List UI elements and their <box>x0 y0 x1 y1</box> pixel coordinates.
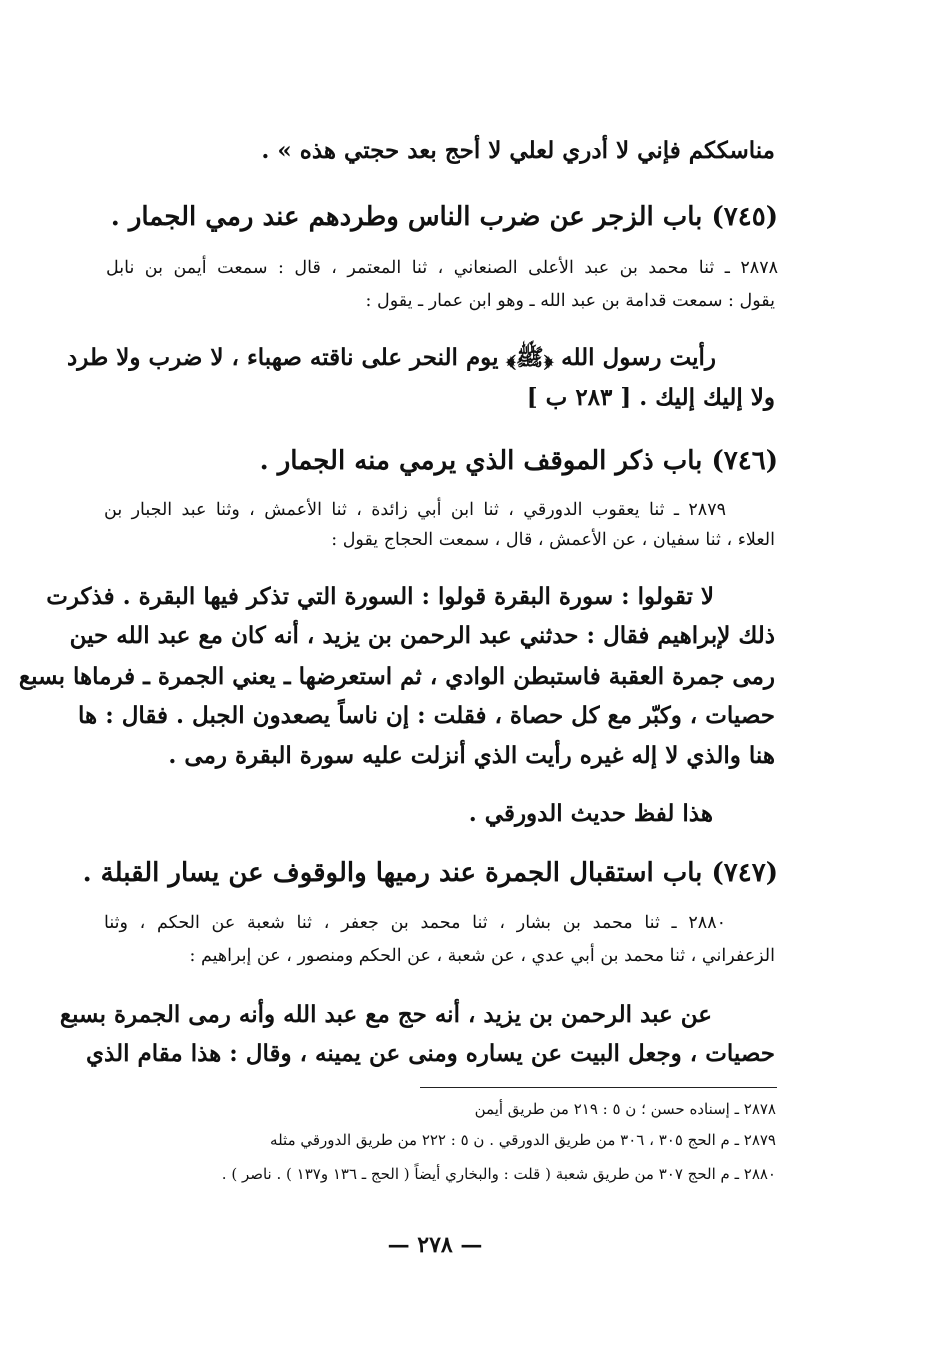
footnote: ٢٨٧٨ ـ إسناده حسن ؛ ن ٥ : ٢١٩ من طريق أيمن <box>474 1100 776 1118</box>
footnote: ٢٨٨٠ ـ م الحج ٣٠٧ من طريق شعبة ( قلت : والبخاري أيضاً ( الحج ـ ١٣٦ و١٣٧ ) . ناصر ) . <box>221 1165 776 1183</box>
isnad-line: يقول : سمعت قدامة بن عبد الله ـ وهو ابن عمار ـ يقول : <box>365 291 775 311</box>
chapter-heading: (٧٤٥) باب الزجر عن ضرب الناس وطردهم عند رمي الجمار . <box>110 202 778 232</box>
text-line: رأيت رسول الله ﴿ﷺ﴾ يوم النحر على ناقته صهباء ، لا ضرب ولا طرد <box>67 344 716 371</box>
text-line: حصيات ، وجعل البيت عن يساره ومنى عن يمينه ، وقال : هذا مقام الذي <box>86 1040 775 1067</box>
isnad-line: العلاء ، ثنا سفيان ، عن الأعمش ، قال ، سمعت الحجاج يقول : <box>331 530 775 550</box>
text-line: حصيات ، وكبّر مع كل حصاة ، فقلت : إن ناساً يصعدون الجبل . فقال : ها <box>78 702 775 729</box>
text-line: هذا لفظ حديث الدورقي . <box>468 800 713 827</box>
text-line: ذلك لإبراهيم فقال : حدثني عبد الرحمن بن يزيد ، أنه كان مع عبد الله حين <box>69 622 775 649</box>
isnad-line: ٢٨٨٠ ـ ثنا محمد بن بشار ، ثنا محمد بن جعفر ، ثنا شعبة عن الحكم ، وثنا <box>104 913 726 933</box>
text-line: هنا والذي لا إله غيره رأيت الذي أنزلت عليه سورة البقرة رمى . <box>168 742 775 769</box>
isnad-line: ٢٨٧٨ ـ ثنا محمد بن عبد الأعلى الصنعاني ، ثنا المعتمر ، قال : سمعت أيمن بن نابل <box>106 258 778 278</box>
text-line: عن عبد الرحمن بن يزيد ، أنه حج مع عبد الله وأنه رمى الجمرة بسبع <box>59 1001 712 1028</box>
isnad-line: ٢٨٧٩ ـ ثنا يعقوب الدورقي ، ثنا ابن أبي زائدة ، ثنا الأعمش ، وثنا عبد الجبار بن <box>104 500 726 520</box>
page-number: — ٢٧٨ — <box>387 1232 483 1258</box>
footnote: ٢٨٧٩ ـ م الحج ٣٠٥ ، ٣٠٦ من طريق الدورقي . ن ٥ : ٢٢٢ من طريق الدورقي مثله <box>270 1131 776 1149</box>
text-line: رمى جمرة العقبة فاستبطن الوادي ، ثم استعرضها ـ يعني الجمرة ـ فرماها بسبع <box>18 663 775 690</box>
text-line: ولا إليك إليك . [ ٢٨٣ ب ] <box>526 384 775 411</box>
isnad-line: الزعفراني ، ثنا محمد بن أبي عدي ، عن شعبة ، عن الحكم ومنصور ، عن إبراهيم : <box>189 946 775 966</box>
footnote-separator <box>420 1087 777 1088</box>
text-line: لا تقولوا : سورة البقرة قولوا : السورة التي تذكر فيها البقرة . فذكرت <box>46 583 714 610</box>
text-line: مناسككم فإني لا أدري لعلي لا أحج بعد حجتي هذه » . <box>261 137 775 164</box>
chapter-heading: (٧٤٦) باب ذكر الموقف الذي يرمي منه الجمار . <box>259 446 778 476</box>
chapter-heading: (٧٤٧) باب استقبال الجمرة عند رميها والوقوف عن يسار القبلة . <box>82 858 778 888</box>
